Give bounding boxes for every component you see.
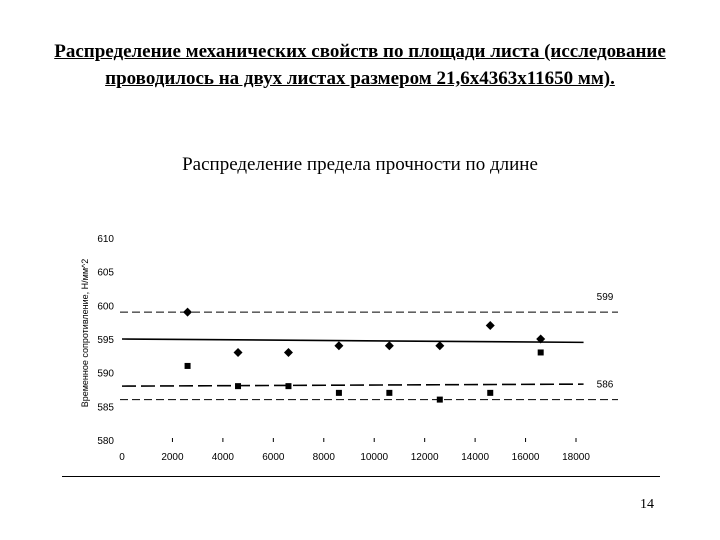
y-tick-label-600: 600 — [97, 301, 114, 313]
y-tick-label-610: 610 — [97, 234, 114, 245]
x-tick-label-12000: 12000 — [410, 452, 439, 463]
x-tick-label-10000: 10000 — [360, 452, 389, 463]
data-point-diamond-5 — [385, 341, 394, 350]
y-tick-label-585: 585 — [97, 402, 114, 414]
data-point-square-2 — [235, 383, 241, 389]
x-tick-label-18000: 18000 — [562, 452, 590, 463]
data-point-diamond-6 — [435, 341, 444, 350]
chart-subtitle: Распределение предела прочности по длине — [182, 154, 538, 175]
trend-line-series-2 — [122, 384, 584, 386]
x-tick-label-16000: 16000 — [511, 452, 540, 463]
page-number: 14 — [640, 497, 654, 512]
x-tick-label-14000: 14000 — [461, 452, 490, 463]
data-point-diamond-3 — [284, 348, 293, 357]
reference-label-599: 599 — [596, 292, 614, 304]
y-tick-label-605: 605 — [97, 267, 114, 279]
y-axis-label: Временное сопротивление, Н/мм^2 — [80, 258, 90, 408]
data-point-diamond-1 — [183, 308, 192, 317]
trend-line-series-1 — [122, 339, 584, 342]
y-tick-label-590: 590 — [97, 368, 114, 380]
data-point-diamond-4 — [334, 341, 343, 350]
slide-title: Распределение механических свойств по площади листа (исследование проводилось на двух листах размером 21,6х4363х11650 мм). — [54, 41, 666, 89]
y-tick-label-595: 595 — [97, 335, 114, 346]
data-point-square-8 — [538, 349, 544, 355]
slide-footer-rule — [62, 476, 660, 477]
x-tick-label-6000: 6000 — [262, 452, 285, 463]
data-point-square-5 — [386, 390, 392, 396]
x-tick-label-4000: 4000 — [211, 452, 235, 463]
data-point-diamond-7 — [486, 321, 495, 330]
y-tick-label-580: 580 — [97, 436, 114, 447]
x-tick-label-2000: 2000 — [161, 452, 184, 463]
data-point-diamond-2 — [234, 348, 243, 357]
x-tick-label-0: 0 — [119, 452, 125, 463]
data-point-square-4 — [336, 390, 342, 396]
reference-label-586: 586 — [596, 379, 614, 391]
x-tick-label-8000: 8000 — [312, 452, 335, 463]
data-point-square-6 — [437, 397, 443, 403]
data-point-square-3 — [285, 383, 291, 389]
data-point-square-1 — [185, 363, 191, 369]
data-point-square-7 — [487, 390, 493, 396]
